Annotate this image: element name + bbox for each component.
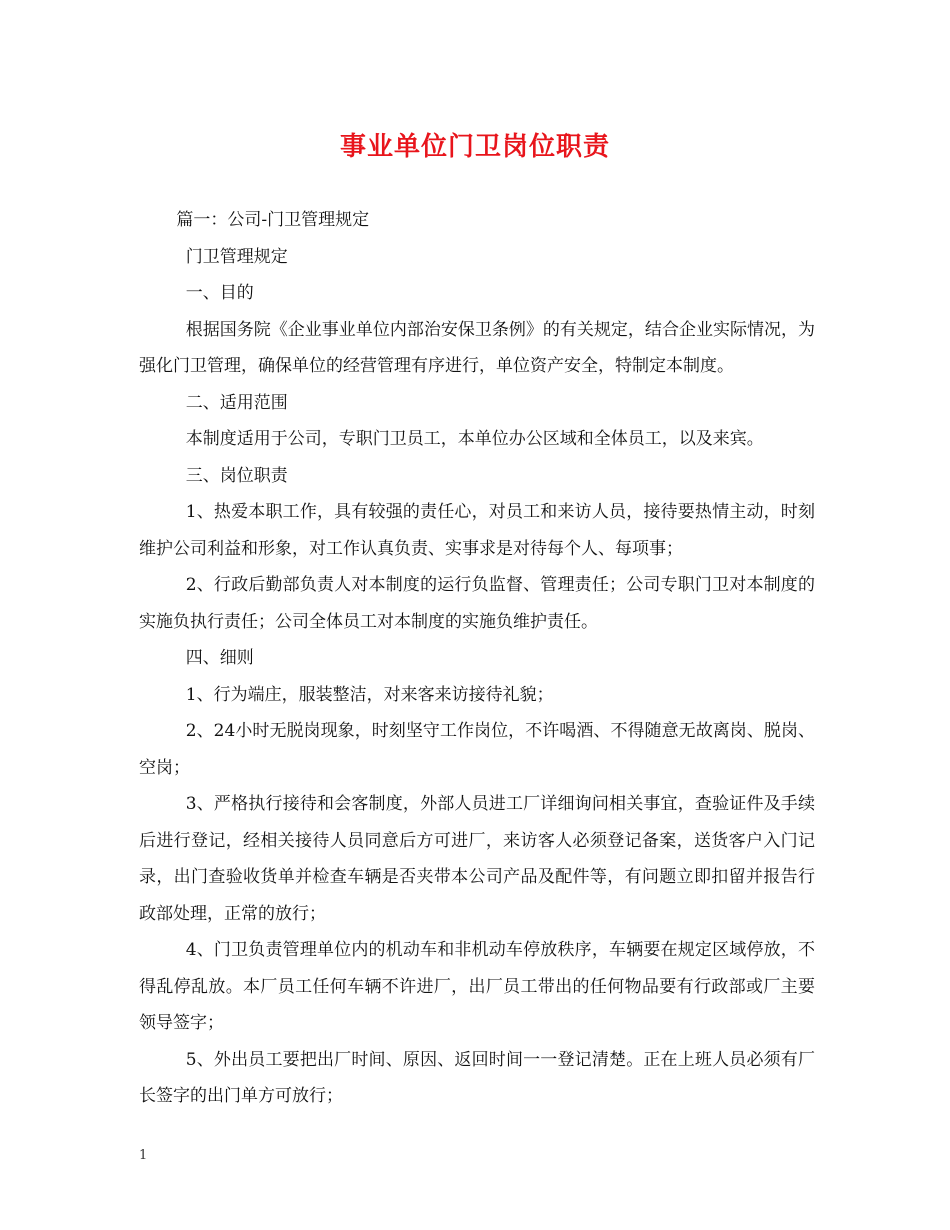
section-heading: 一、目的 [185,283,254,303]
paragraph: 根据国务院《企业事业单位内部治安保卫条例》的有关规定，结合企业实际情况，为强化门卫管理，确保单位的经营管理有序进行，单位资产安全，特制定本制度。 [139,319,815,376]
page-number: 1 [139,1148,148,1163]
document-body [139,202,815,1115]
paragraph: 3、严格执行接待和会客制度，外部人员进工厂详细询问相关事宜，查验证件及手续后进行登记，经相关接待人员同意后方可进厂，来访客人必须登记备案，送货客户入门记录，出门查验收货单并检查车辆是否夹带本公司产品及配件等，有问题立即扣留并报告行政部处理，正常的放行； [139,794,815,924]
paragraph: 5、外出员工要把出厂时间、原因、返回时间一一登记清楚。正在上班人员必须有厂长签字的出门单方可放行； [139,1049,815,1106]
paragraph: 1、热爱本职工作，具有较强的责任心，对员工和来访人员，接待要热情主动，时刻维护公司利益和形象，对工作认真负责、实事求是对待每个人、每项事； [139,502,815,559]
paragraph: 本制度适用于公司，专职门卫员工，本单位办公区域和全体员工，以及来宾。 [185,429,764,449]
subheading: 门卫管理规定 [185,246,288,267]
section-heading: 三、岗位职责 [185,465,288,486]
paragraph: 1、行为端庄，服装整洁，对来客来访接待礼貌； [185,684,554,705]
document-title: 事业单位门卫岗位职责 [339,132,610,162]
paragraph: 2、24小时无脱岗现象，时刻坚守工作岗位，不许喝酒、不得随意无故离岗、脱岗、空岗； [139,721,815,778]
section-heading: 二、适用范围 [185,392,288,413]
paragraph: 2、行政后勤部负责人对本制度的运行负监督、管理责任；公司专职门卫对本制度的实施负执行责任；公司全体员工对本制度的实施负维护责任。 [139,575,815,632]
section-heading: 篇一：公司-门卫管理规定 [176,210,370,230]
paragraph: 4、门卫负责管理单位内的机动车和非机动车停放秩序，车辆要在规定区域停放，不得乱停乱放。本厂员工任何车辆不许进厂，出厂员工带出的任何物品要有行政部或厂主要领导签字； [139,940,815,1033]
section-heading: 四、细则 [185,648,254,668]
